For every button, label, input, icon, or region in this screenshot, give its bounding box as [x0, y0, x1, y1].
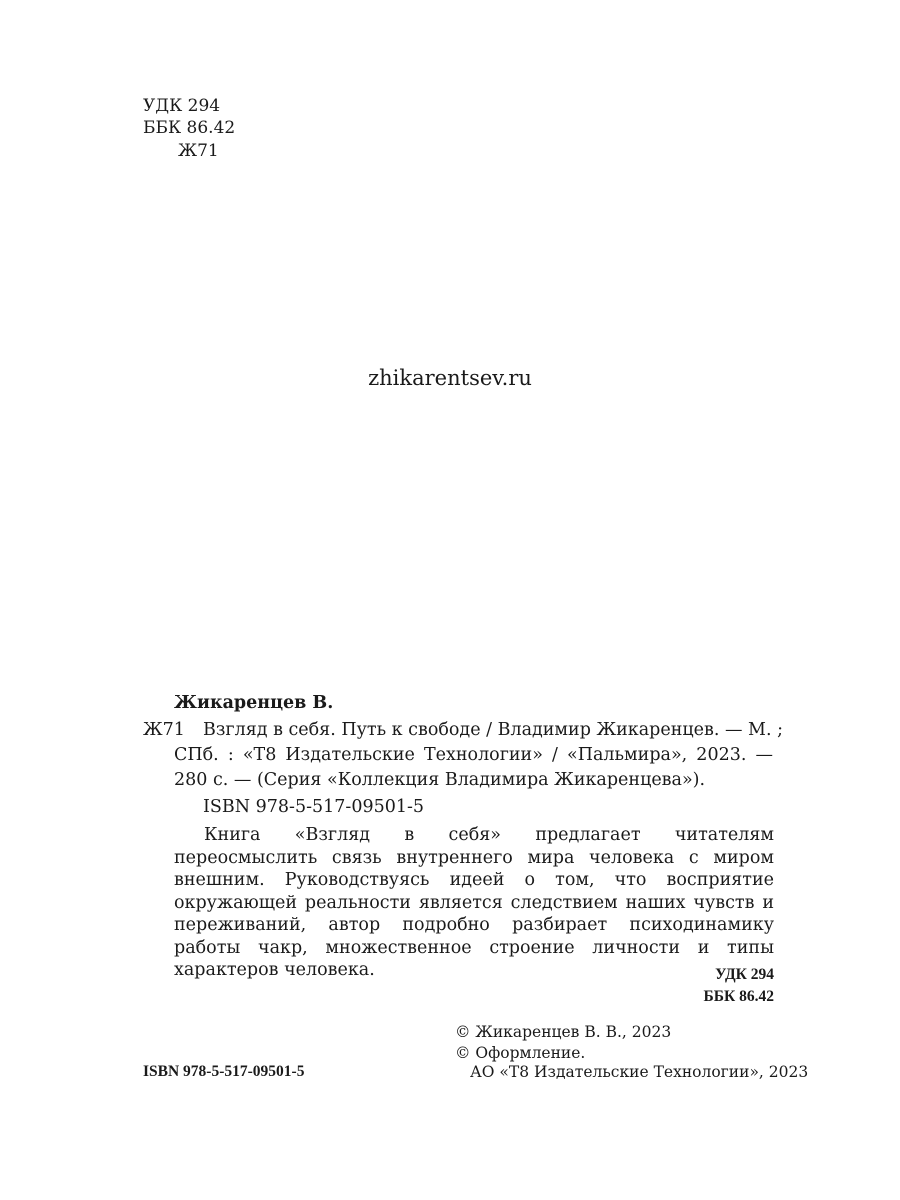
record-author: Жикаренцев В.: [174, 693, 334, 713]
record-isbn: ISBN 978-5-517-09501-5: [203, 797, 425, 817]
right-bbk-code: ББК 86.42: [703, 988, 774, 1005]
bbk-code: ББК 86.42: [143, 118, 236, 138]
record-series-line: 280 с. — (Серия «Коллекция Владимира Жикаренцева»).: [174, 770, 706, 790]
author-mark: Ж71: [178, 141, 219, 161]
annotation-body: Книга «Взгляд в себя» предлагает читателям переосмыслить связь внутреннего мира человека с миром внешним. Руководствуясь идеей о том, что восприятие окружающей реальности является следствием наших чувств и переживаний, автор подробно разбирает психодинамику работы чакр, множественное строение личности и типы характеров человека.: [174, 825, 774, 980]
website-url: zhikarentsev.ru: [368, 366, 532, 390]
record-mark: Ж71: [143, 720, 185, 740]
record-title-line: Взгляд в себя. Путь к свободе / Владимир Жикаренцев. — М. ;: [203, 720, 783, 740]
udk-code: УДК 294: [143, 96, 221, 116]
copyright-design: © Оформление.: [455, 1044, 586, 1062]
record-imprint-line: СПб. : «Т8 Издательские Технологии» / «Пальмира», 2023. —: [174, 745, 773, 765]
bottom-isbn: ISBN 978-5-517-09501-5: [143, 1063, 305, 1080]
annotation-text: [174, 824, 774, 982]
copyright-author: © Жикаренцев В. В., 2023: [455, 1023, 672, 1041]
right-udk-code: УДК 294: [715, 966, 774, 983]
copyright-publisher: АО «Т8 Издательские Технологии», 2023: [470, 1063, 809, 1081]
